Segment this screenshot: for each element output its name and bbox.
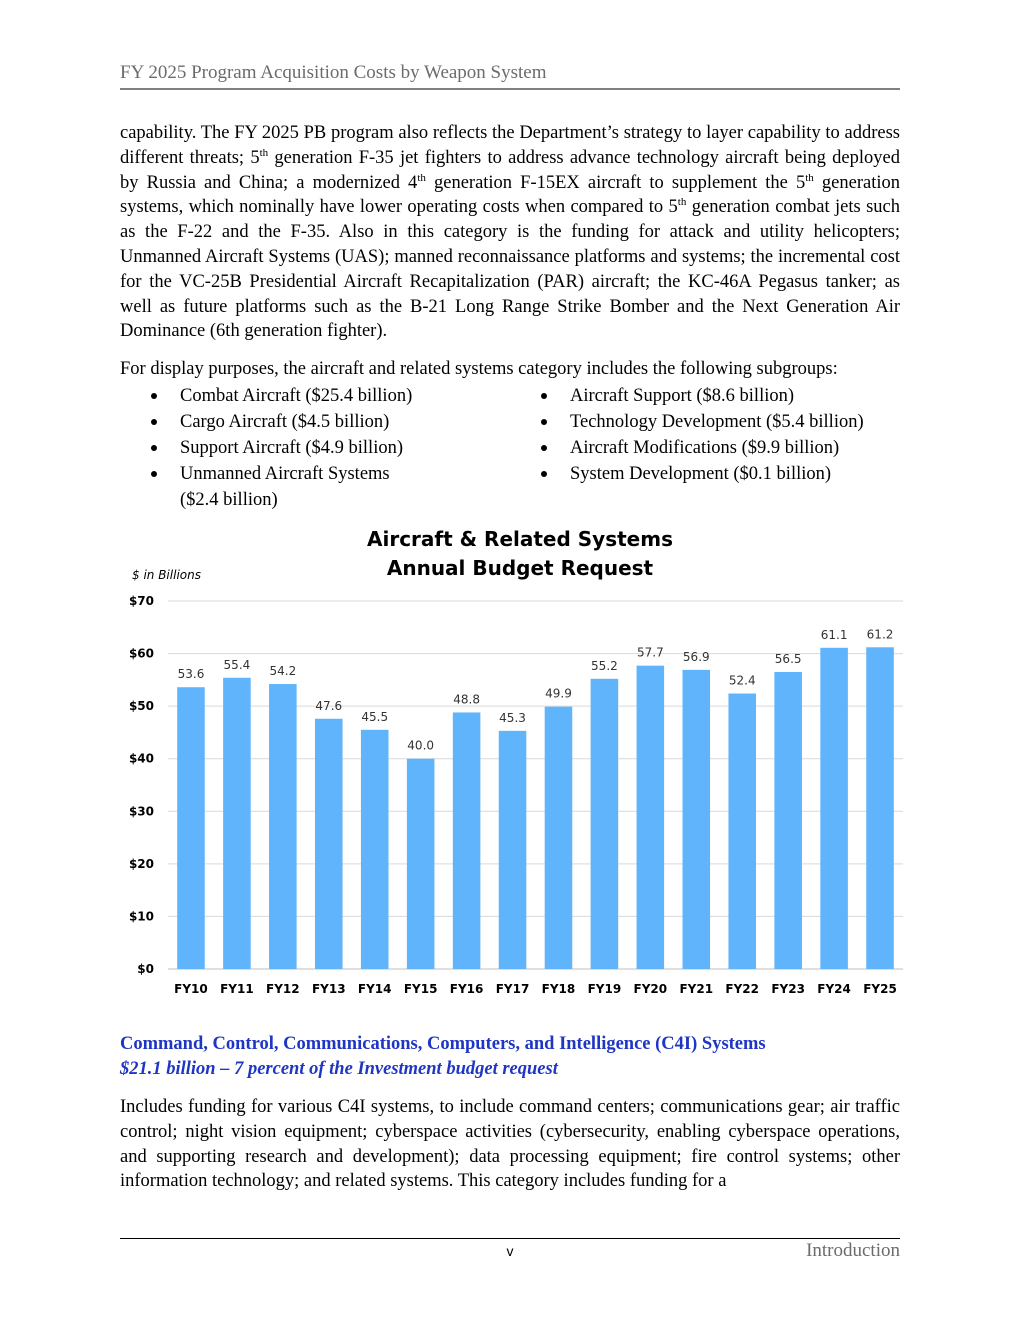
x-tick-label: FY13 — [311, 982, 346, 996]
chart-subtitle: Annual Budget Request — [386, 556, 654, 580]
bar-value-label: 57.7 — [636, 645, 664, 660]
x-tick-label: FY20 — [633, 982, 668, 996]
footer-section-label: Introduction — [806, 1240, 900, 1261]
x-tick-label: FY17 — [495, 982, 530, 996]
x-tick-label: FY10 — [174, 982, 208, 996]
footer-divider — [120, 1238, 900, 1239]
bar — [499, 731, 527, 969]
bar — [223, 678, 251, 969]
list-item: Cargo Aircraft ($4.5 billion) — [150, 409, 510, 435]
x-tick-label: FY24 — [817, 982, 851, 996]
bullet-icon — [151, 393, 157, 399]
list-item: Aircraft Modifications ($9.9 billion) — [540, 435, 900, 461]
y-tick-label: $10 — [128, 909, 154, 924]
bar — [728, 694, 756, 969]
bar — [361, 730, 389, 969]
x-tick-label: FY22 — [725, 982, 760, 996]
x-tick-label: FY15 — [403, 982, 438, 996]
bar — [407, 759, 435, 969]
list-item: Combat Aircraft ($25.4 billion) — [150, 383, 510, 409]
bar-value-label: 47.6 — [315, 698, 343, 713]
bar-value-label: 45.5 — [361, 709, 389, 724]
y-tick-label: $30 — [128, 804, 154, 819]
y-tick-label: $60 — [128, 646, 154, 661]
bar-value-label: 56.9 — [682, 649, 710, 664]
page-header — [120, 60, 900, 90]
budget-chart — [120, 520, 910, 1010]
section-heading — [120, 1032, 900, 1082]
bullet-icon — [541, 471, 547, 477]
bar-value-label: 54.2 — [269, 664, 297, 679]
x-tick-label: FY25 — [863, 982, 897, 996]
bullet-icon — [151, 471, 157, 477]
x-tick-label: FY18 — [541, 982, 576, 996]
list-item: Unmanned Aircraft Systems ($2.4 billion) — [150, 461, 420, 513]
bar — [269, 684, 297, 969]
list-item: System Development ($0.1 billion) — [540, 461, 900, 487]
bar-value-label: 40.0 — [407, 738, 435, 753]
subgroup-column-right — [540, 383, 900, 487]
bar — [177, 687, 205, 969]
x-tick-label: FY19 — [587, 982, 622, 996]
y-tick-label: $50 — [128, 699, 154, 714]
units-label: $ in Billions — [132, 568, 201, 582]
page-number: v — [506, 1243, 514, 1259]
bar-value-label: 48.8 — [453, 692, 480, 707]
intro-paragraph: capability. The FY 2025 PB program also reflects the Department’s strategy to layer capability to address different threats; 5th generation F-35 jet fighters to address advance technology aircraft being deployed by Russia and China; a modernized 4th generation F-15EX aircraft to supplement the 5th generation systems, which nominally have lower operating costs when compared to 5th generation combat jets such as the F-22 and the F-35. Also in this category is the funding for attack and utility helicopters; Unmanned Aircraft Systems (UAS); manned reconnaissance platforms and systems; the incremental cost for the VC-25B Presidential Aircraft Recapitalization (PAR) aircraft; the KC-46A Pegasus tanker; as well as future platforms such as the B-21 Long Range Strike Bomber and the Next Generation Air Dominance (6th generation fighter). — [120, 123, 901, 342]
bar-value-label: 52.4 — [728, 673, 756, 688]
list-item: Technology Development ($5.4 billion) — [540, 409, 900, 435]
bar-value-label: 55.4 — [223, 657, 251, 672]
subgroups-intro: For display purposes, the aircraft and related systems category includes the following subgroups: — [120, 359, 838, 379]
list-item: Aircraft Support ($8.6 billion) — [540, 383, 900, 409]
c4i-paragraph: Includes funding for various C4I systems, to include command centers; communications gear; air traffic control; night vision equipment; cyberspace activities (cybersecurity, enabling cyberspace operations, and supporting research and development); data processing equipment; fire control systems; other information technology; and related systems. This category includes funding for a — [120, 1097, 900, 1192]
bullet-icon — [541, 419, 547, 425]
section-title: Command, Control, Communications, Computers, and Intelligence (C4I) Systems — [120, 1034, 766, 1054]
x-tick-label: FY11 — [220, 982, 254, 996]
x-tick-label: FY12 — [266, 982, 300, 996]
bar — [774, 672, 802, 969]
chart-title: Aircraft & Related Systems — [367, 527, 673, 551]
y-tick-label: $70 — [128, 594, 154, 608]
bar-value-label: 53.6 — [177, 667, 205, 682]
bar — [591, 679, 619, 969]
x-tick-label: FY14 — [357, 982, 392, 996]
bullet-icon — [151, 419, 157, 425]
bar-value-label: 61.2 — [866, 627, 894, 642]
bar-value-label: 61.1 — [820, 627, 848, 642]
bar-value-label: 55.2 — [591, 658, 618, 673]
bar-value-label: 56.5 — [774, 651, 802, 666]
list-item: Support Aircraft ($4.9 billion) — [150, 435, 510, 461]
bar — [315, 719, 343, 969]
bar — [866, 647, 894, 969]
x-tick-label: FY21 — [679, 982, 714, 996]
bar-chart-svg — [120, 520, 910, 1010]
bar-value-label: 45.3 — [499, 710, 526, 725]
y-tick-label: $20 — [128, 856, 154, 871]
x-tick-label: FY16 — [449, 982, 484, 996]
bullet-icon — [151, 445, 157, 451]
bar — [545, 707, 573, 969]
y-tick-label: $0 — [137, 962, 154, 976]
y-tick-label: $40 — [128, 751, 154, 766]
subgroup-column-left — [150, 383, 510, 513]
bar-value-label: 49.9 — [545, 686, 572, 701]
bar — [637, 666, 665, 969]
bullet-icon — [541, 445, 547, 451]
section-subtitle: $21.1 billion – 7 percent of the Investment budget request — [120, 1059, 558, 1079]
bar — [820, 648, 848, 969]
bullet-icon — [541, 393, 547, 399]
bar — [683, 670, 711, 969]
document-title: FY 2025 Program Acquisition Costs by Weapon System — [120, 62, 547, 83]
x-tick-label: FY23 — [771, 982, 805, 996]
bar — [453, 712, 481, 969]
